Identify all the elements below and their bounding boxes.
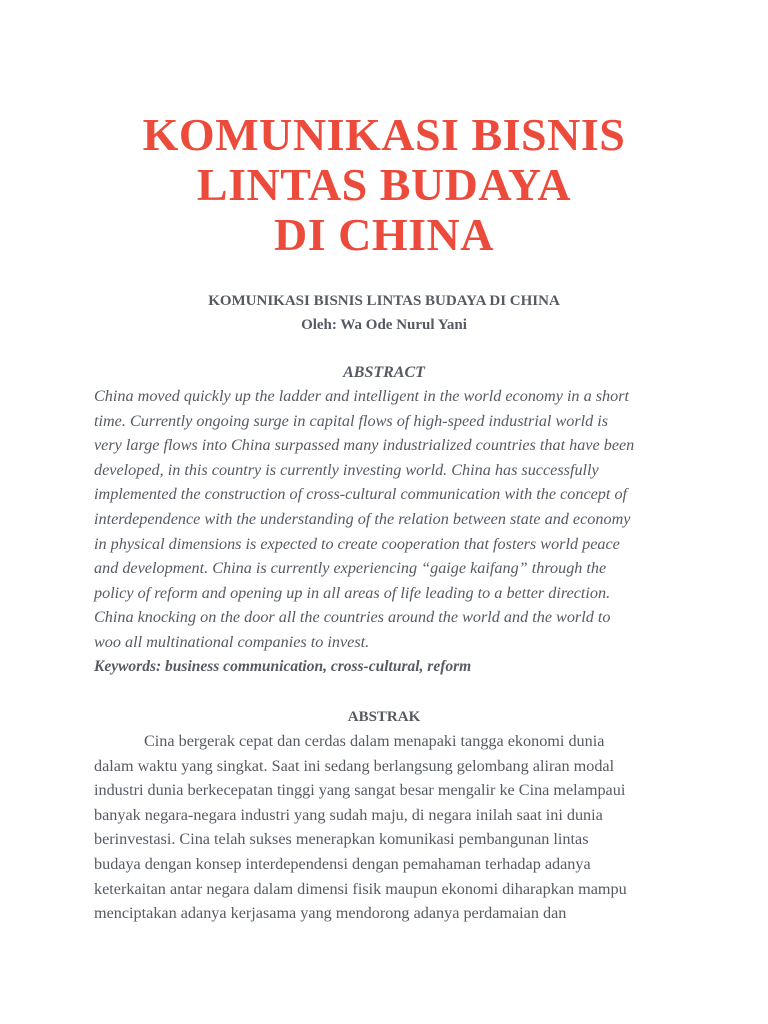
document-title [0, 110, 768, 260]
abstract-line: time. Currently ongoing surge in capital flows of high-speed industrial world is [94, 411, 609, 430]
title-line: DI CHINA [274, 209, 494, 260]
document-subtitle: KOMUNIKASI BISNIS LINTAS BUDAYA DI CHINA [208, 293, 560, 309]
abstract-heading: ABSTRACT [343, 364, 425, 381]
abstract-line: policy of reform and opening up in all areas of life leading to a better direction. [94, 583, 611, 602]
abstrak-line: budaya dengan konsep interdependensi dengan pemahaman terhadap adanya [94, 854, 591, 873]
abstract-line: interdependence with the understanding of the relation between state and economy [94, 509, 631, 528]
title-line: KOMUNIKASI BISNIS [142, 109, 626, 160]
abstract-line: very large flows into China surpassed many industrialized countries that have been [94, 436, 635, 455]
abstract-line: implemented the construction of cross-cultural communication with the concept of [94, 485, 628, 504]
abstract-line: woo all multinational companies to invest. [94, 632, 370, 651]
abstrak-heading: ABSTRAK [347, 709, 421, 725]
keywords-line: Keywords: business communication, cross-cultural, reform [94, 658, 472, 675]
abstract-line: China knocking on the door all the countries around the world and the world to [94, 608, 611, 627]
abstrak-line: menciptakan adanya kerjasama yang mendorong adanya perdamaian dan [94, 904, 567, 923]
abstrak-line: Cina bergerak cepat dan cerdas dalam menapaki tangga ekonomi dunia [144, 732, 605, 750]
title-line: LINTAS BUDAYA [196, 159, 572, 210]
abstract-body [94, 384, 684, 655]
abstrak-line: keterkaitan antar negara dalam dimensi fisik maupun ekonomi diharapkan mampu [94, 879, 627, 898]
author-line: Oleh: Wa Ode Nurul Yani [301, 317, 467, 333]
abstract-line: in physical dimensions is expected to create cooperation that fosters world peace [94, 534, 620, 553]
abstrak-line: berinvestasi. Cina telah sukses menerapkan komunikasi pembangunan lintas [94, 830, 589, 849]
abstrak-line: dalam waktu yang singkat. Saat ini sedang berlangsung gelombang aliran modal [94, 756, 615, 775]
abstrak-line: industri dunia berkecepatan tinggi yang sangat besar mengalir ke Cina melampaui [94, 781, 626, 800]
abstract-line: developed, in this country is currently investing world. China has successfully [94, 460, 599, 479]
abstract-line: China moved quickly up the ladder and intelligent in the world economy in a short [94, 387, 630, 405]
abstrak-body [94, 729, 684, 926]
abstract-line: and development. China is currently experiencing “gaige kaifang” through the [94, 559, 607, 578]
abstrak-line: banyak negara-negara industri yang sudah maju, di negara inilah saat ini dunia [94, 805, 603, 824]
